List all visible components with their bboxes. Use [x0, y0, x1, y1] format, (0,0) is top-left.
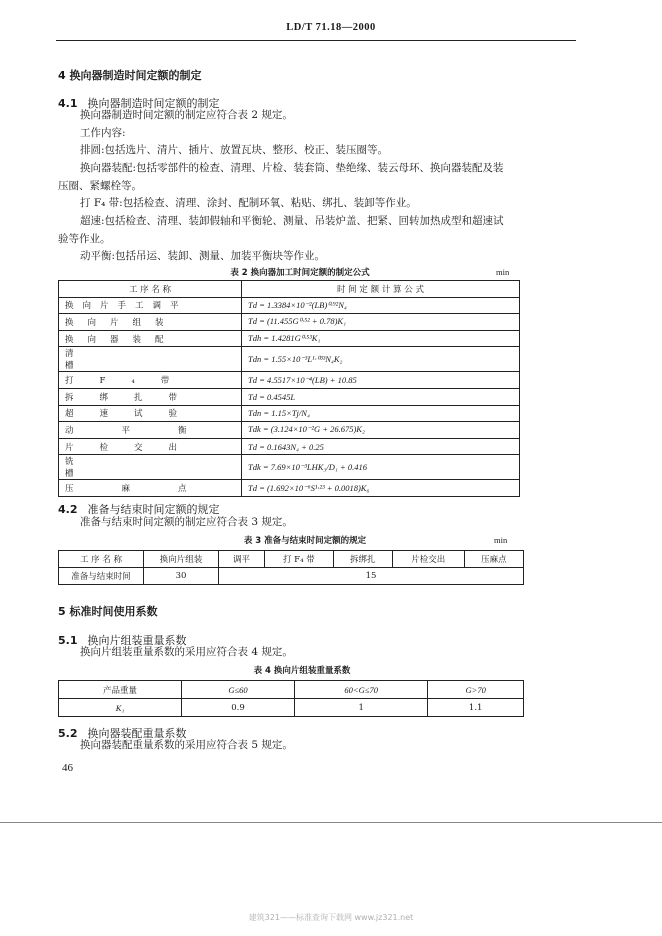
formula: Td = (1.692×10⁻⁶S¹·²³ + 0.0018)K₆	[242, 480, 520, 497]
page-number: 46	[62, 762, 73, 774]
table-row	[59, 297, 520, 314]
table-row	[59, 405, 520, 422]
table-row	[59, 438, 520, 455]
formula: Td = 0.4545L	[242, 388, 520, 405]
table-header-cell: 压麻点	[464, 551, 523, 568]
formula: Tdn = 1.15×Tj/N₄	[242, 405, 520, 422]
paragraph-line: 换向器装配重量系数的采用应符合表 5 规定。	[80, 739, 293, 751]
table-cell: 15	[219, 568, 524, 585]
page-bottom-rule	[0, 822, 662, 823]
row-label: 准备与结束时间	[59, 568, 144, 585]
process-name: 超速试验	[59, 405, 242, 422]
table-2-unit: min	[496, 267, 510, 277]
section-4-title: 4 换向器制造时间定额的制定	[58, 69, 202, 82]
table-row	[59, 699, 524, 717]
paragraph-line: 排圆:包括选片、清片、插片、放置瓦块、整形、校正、装压圈等。	[80, 144, 389, 156]
process-name: 打F₄带	[59, 372, 242, 389]
subsection-number: 4.1	[58, 97, 78, 110]
table-header-cell: 打 F₄ 带	[265, 551, 334, 568]
table-3	[58, 550, 524, 585]
table-row	[59, 347, 520, 372]
formula: Tdk = (3.124×10⁻²G + 26.675)K₂	[242, 422, 520, 439]
table-row	[59, 314, 520, 331]
formula: Tdh = 1.4281G⁰·⁵³K₁	[242, 330, 520, 347]
table-header-cell: 产品重量	[59, 681, 182, 699]
row-label: K₁	[59, 699, 182, 717]
table-header-cell: 工 序 名 称	[59, 551, 144, 568]
table-row	[59, 455, 520, 480]
doc-header: LD/T 71.18—2000	[286, 22, 376, 33]
table-row	[59, 480, 520, 497]
paragraph-line: 动平衡:包括吊运、装卸、测量、加装平衡块等作业。	[80, 250, 326, 262]
subsection-title: 换向片组装重量系数	[87, 634, 187, 647]
subsection-number: 5.2	[58, 727, 78, 740]
table-cell: 0.9	[182, 699, 295, 717]
table-3-unit: min	[494, 535, 508, 545]
table-row	[59, 330, 520, 347]
table-header-cell: 调平	[219, 551, 265, 568]
subsection-number: 4.2	[58, 503, 78, 516]
table-row	[59, 422, 520, 439]
table-2-caption: 表 2 换向器加工时间定额的制定公式	[230, 268, 370, 278]
table-header-cell: 换向片组装	[144, 551, 219, 568]
formula: Tdn = 1.55×10⁻³L¹·⁰³³N₄K₂	[242, 347, 520, 372]
table-3-caption: 表 3 准备与结束时间定额的规定	[243, 536, 367, 546]
table-header-row	[59, 551, 524, 568]
subsection-title: 准备与结束时间定额的规定	[87, 503, 220, 516]
formula: Td = 0.1643N₄ + 0.25	[242, 438, 520, 455]
subsection-number: 5.1	[58, 634, 78, 647]
process-name: 动平衡	[59, 422, 242, 439]
paragraph-line: 换向器制造时间定额的制定应符合表 2 规定。	[80, 109, 293, 121]
formula: Td = (11.455G⁰·⁵² + 0.78)K₁	[242, 314, 520, 331]
table-header-cell: G≤60	[182, 681, 295, 699]
paragraph-line: 换向器装配:包括零部件的检查、清理、片检、装套筒、垫绝缘、装云母环、换向器装配及装	[80, 162, 504, 174]
table-cell: 30	[144, 568, 219, 585]
table-header-row	[59, 281, 520, 298]
formula: Tdk = 7.69×10⁻³LHK₃/D₁ + 0.416	[242, 455, 520, 480]
paragraph-line: 超速:包括检查、清理、装卸假轴和平衡轮、测量、吊装炉盖、把紧、回转加热成型和超速试	[80, 215, 504, 227]
table-header-cell: G>70	[428, 681, 524, 699]
paragraph-line: 换向片组装重量系数的采用应符合表 4 规定。	[80, 646, 293, 658]
process-name: 换向器装配	[59, 330, 242, 347]
formula: Td = 1.3384×10⁻²(LB)⁰·⁹²N₄	[242, 297, 520, 314]
table-row	[59, 388, 520, 405]
paragraph-line: 打 F₄ 带:包括检查、清理、涂封、配制环氧、粘贴、绑扎、装卸等作业。	[80, 197, 417, 209]
paragraph-line: 工作内容:	[80, 127, 126, 139]
process-name: 清槽	[59, 347, 242, 372]
section-5-title: 5 标准时间使用系数	[58, 605, 158, 618]
table-4-caption: 表 4 换向片组装重量系数	[253, 666, 351, 676]
process-name: 换向片手工调平	[59, 297, 242, 314]
paragraph-line: 压圈、紧螺栓等。	[58, 180, 142, 192]
watermark-footer: 建筑321——标准查询下载网 www.jz321.net	[248, 913, 414, 922]
formula: Td = 4.5517×10⁻⁴(LB) + 10.85	[242, 372, 520, 389]
table-header-cell: 拆绑扎	[333, 551, 392, 568]
process-name: 压麻点	[59, 480, 242, 497]
process-name: 片检交出	[59, 438, 242, 455]
table-cell: 1	[295, 699, 428, 717]
table-cell: 1.1	[428, 699, 524, 717]
paragraph-line: 验等作业。	[58, 233, 111, 245]
process-name: 铣槽	[59, 455, 242, 480]
header-rule	[56, 40, 576, 41]
table-4	[58, 680, 524, 717]
table-header-cell: 60<G≤70	[295, 681, 428, 699]
table-row	[59, 568, 524, 585]
subsection-title: 换向器装配重量系数	[87, 727, 187, 740]
process-name: 拆绑扎带	[59, 388, 242, 405]
table-header-cell: 工 序 名 称	[59, 281, 242, 298]
table-2	[58, 280, 520, 497]
paragraph-line: 准备与结束时间定额的制定应符合表 3 规定。	[80, 516, 293, 528]
table-row	[59, 372, 520, 389]
table-header-cell: 片检交出	[392, 551, 464, 568]
table-header-row	[59, 681, 524, 699]
subsection-title: 换向器制造时间定额的制定	[87, 97, 220, 110]
table-header-cell: 时 间 定 额 计 算 公 式	[242, 281, 520, 298]
process-name: 换向片组装	[59, 314, 242, 331]
